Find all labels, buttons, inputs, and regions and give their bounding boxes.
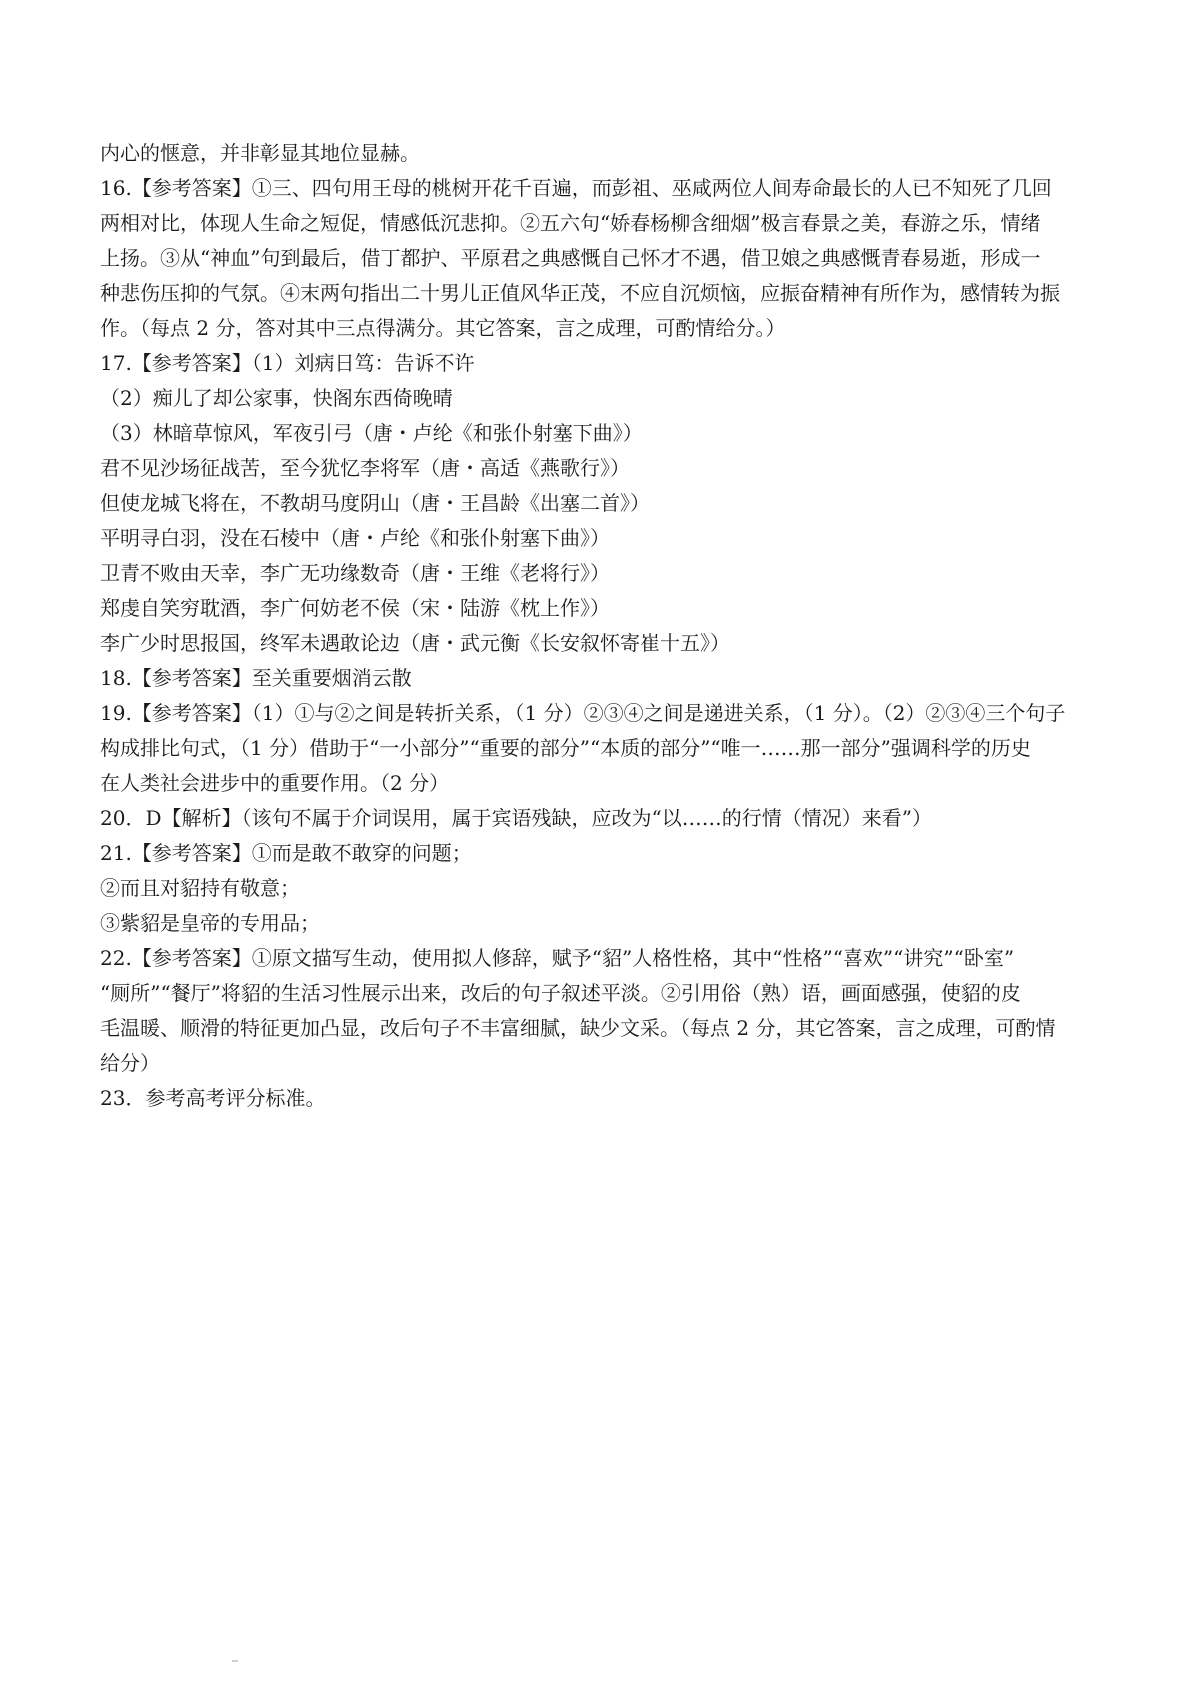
answer-19-line-3: 在人类社会进步中的重要作用。（2 分） [100, 771, 450, 795]
poem-line: 君不见沙场征战苦，至今犹忆李将军（唐・高适《燕歌行》） [100, 456, 630, 480]
footer-dot-icon [232, 1660, 238, 1662]
answer-21-line-2: ②而且对貂持有敬意； [100, 876, 300, 900]
answer-20: 20．D【解析】（该句不属于介词误用，属于宾语残缺，应改为“以……的行情（情况）来看”） [100, 806, 932, 830]
text-line-continuation: 内心的惬意，并非彰显其地位显赫。 [100, 141, 420, 165]
poem-line: 卫青不败由天幸，李广无功缘数奇（唐・王维《老将行》） [100, 561, 610, 585]
answer-17-line-2: （2）痴儿了却公家事，快阁东西倚晚晴 [100, 386, 453, 410]
poem-line: 平明寻白羽，没在石棱中（唐・卢纶《和张仆射塞下曲》） [100, 526, 610, 550]
answer-17-line-3: （3）林暗草惊风，军夜引弓（唐・卢纶《和张仆射塞下曲》） [100, 421, 643, 445]
answer-16-line-1: 16.【参考答案】①三、四句用王母的桃树开花千百遍，而彭祖、巫咸两位人间寿命最长的人已不知死了几回 [100, 176, 1052, 200]
answer-19-line-2: 构成排比句式，（1 分）借助于“一小部分”“重要的部分”“本质的部分”“唯一……那一部分”强调科学的历史 [100, 736, 1031, 760]
poem-line: 李广少时思报国，终军未遇敢论边（唐・武元衡《长安叙怀寄崔十五》） [100, 631, 730, 655]
answer-22-line-1: 22.【参考答案】①原文描写生动，使用拟人修辞，赋予“貂”人格性格，其中“性格”“喜欢”“讲究”“卧室” [100, 946, 1015, 970]
answer-22-line-2: “厕所”“餐厅”将貂的生活习性展示出来，改后的句子叙述平淡。②引用俗（熟）语，画面感强，使貂的皮 [100, 981, 1021, 1005]
answer-17-line-1: 17.【参考答案】（1）刘病日笃：告诉不许 [100, 351, 475, 375]
answer-23: 23．参考高考评分标准。 [100, 1086, 326, 1110]
answer-16-line-5: 作。（每点 2 分，答对其中三点得满分。其它答案，言之成理，可酌情给分。） [100, 316, 786, 340]
answer-21-line-3: ③紫貂是皇帝的专用品； [100, 911, 320, 935]
answer-16-line-3: 上扬。③从“神血”句到最后，借丁都护、平原君之典感慨自己怀才不遇，借卫娘之典感慨青春易逝，形成一 [100, 246, 1041, 270]
answer-18: 18.【参考答案】至关重要烟消云散 [100, 666, 412, 690]
page-footer-dot [232, 1660, 238, 1662]
answer-key-text [100, 136, 1112, 1116]
answer-22-line-3: 毛温暖、顺滑的特征更加凸显，改后句子不丰富细腻，缺少文采。（每点 2 分，其它答案，言之成理，可酌情 [100, 1016, 1056, 1040]
answer-22-line-4: 给分） [100, 1051, 160, 1075]
poem-line: 但使龙城飞将在，不教胡马度阴山（唐・王昌龄《出塞二首》） [100, 491, 650, 515]
answer-19-line-1: 19.【参考答案】（1）①与②之间是转折关系，（1 分）②③④之间是递进关系，（1 分）。（2）②③④三个句子 [100, 701, 1066, 725]
answer-21-line-1: 21.【参考答案】①而是敢不敢穿的问题； [100, 841, 472, 865]
poem-line: 郑虔自笑穷耽酒，李广何妨老不侯（宋・陆游《枕上作》） [100, 596, 610, 620]
answer-16-line-4: 种悲伤压抑的气氛。④末两句指出二十男儿正值风华正茂，不应自沉烦恼，应振奋精神有所作为，感情转为振 [100, 281, 1060, 305]
answer-16-line-2: 两相对比，体现人生命之短促，情感低沉悲抑。②五六句“娇春杨柳含细烟”极言春景之美，春游之乐，情绪 [100, 211, 1041, 235]
